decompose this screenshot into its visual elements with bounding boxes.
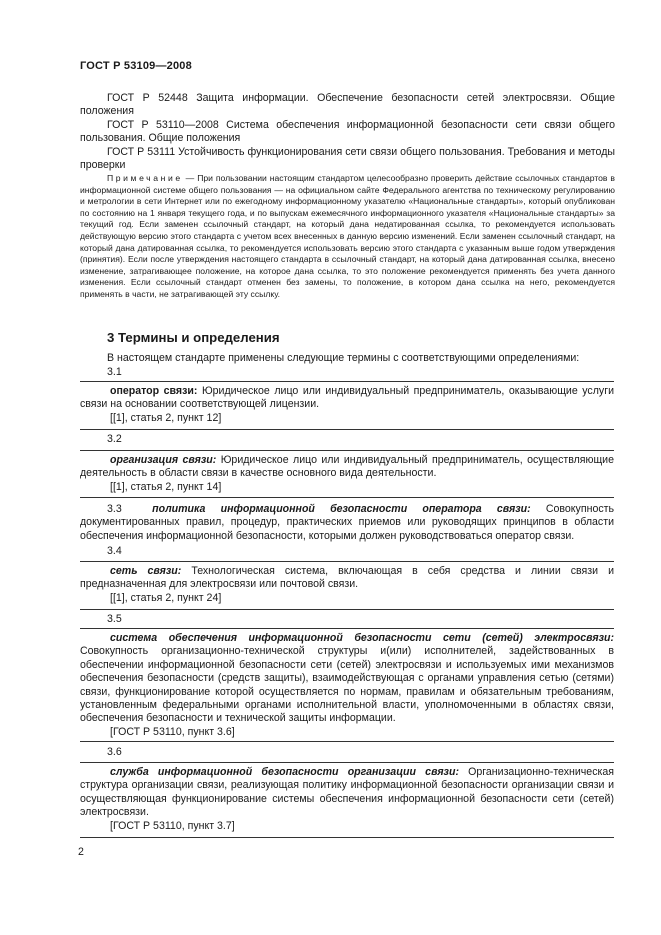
- term-definition: сеть связи: Технологическая система, включающая в себя средства и линии связи и предназначенная для электросвязи или почтовой связи.: [80, 565, 615, 591]
- note-paragraph: [80, 173, 615, 301]
- term-number: 3.1: [107, 366, 122, 378]
- term-number: 3.5: [107, 613, 122, 625]
- term-name: организация связи:: [110, 454, 217, 466]
- term-definition: система обеспечения информационной безопасности сети (сетей) электросвязи: Совокупность организационно-технической структуры и(или) исполнителей, задействованных в обеспечении информационной безопасности сети (сетей) электросвязи и используемых ими механизмов обеспечения безопасности (средств защиты), взаимодействующая с органами управления сетью (сетями) связи, функционирование которой осуществляется по нормам, правилам и обязательным требованиям, установленным федеральными органами исполнительной власти, уполномоченными в областях связи, обеспечения безопасности и технической защиты информации.: [80, 632, 614, 725]
- term-name: сеть связи:: [110, 565, 182, 577]
- note-label: Примечание: [107, 173, 183, 183]
- reference-item: ГОСТ Р 52448 Защита информации. Обеспечение безопасности сетей электросвязи. Общие положения: [80, 92, 615, 118]
- page-header: ГОСТ Р 53109—2008: [80, 60, 192, 72]
- term-number: 3.4: [107, 545, 122, 557]
- section-intro: В настоящем стандарте применены следующие термины с соответствующими определениями:: [107, 352, 580, 364]
- term-definition-free: 3.3 политика информационной безопасности оператора связи: Совокупность документированных правил, процедур, практических приемов или руководящих принципов в области обеспечения информационной безопасности, которыми должен руководствоваться оператор связи.: [80, 503, 615, 542]
- reference-item: ГОСТ Р 53111 Устойчивость функционирования сети связи общего пользования. Требования и методы проверки: [80, 145, 615, 172]
- term-name: служба информационной безопасности организации связи:: [110, 766, 459, 778]
- term-source: [[1], статья 2, пункт 14]: [110, 480, 222, 493]
- term-box: [80, 381, 614, 430]
- term-source: [[1], статья 2, пункт 12]: [110, 411, 222, 424]
- term-source: [ГОСТ Р 53110, пункт 3.7]: [110, 819, 235, 832]
- term-box: [80, 450, 614, 498]
- term-name: оператор связи:: [110, 385, 198, 397]
- note-text: — При пользовании настоящим стандартом целесообразно проверить действие ссылочных стандартов в информационной системе общего пользования — на официальном сайте Федерального агентства по техническому регулированию и метрологии в сети Интернет или по ежегодному информационному указателю «Национальные стандарты», который опубликован по состоянию на 1 января текущего года, и по выпускам ежемесячного информационного указателя «Национальные стандарты» за текущий год. Если заменен ссылочный стандарт, на который дана недатированная ссылка, то рекомендуется использовать действующую версию этого стандарта с учетом всех внесенных в данную версию изменений. Если заменен ссылочный стандарт, на который дана датированная ссылка, то рекомендуется использовать версию этого стандарта с указанным выше годом утверждения (принятия). Если после утверждения настоящего стандарта в ссылочный стандарт, на который дана датированная ссылка, внесено изменение, затрагивающее положение, на которое дана ссылка, то это положение рекомендуется применять без учета данного изменения. Если ссылочный стандарт отменен без замены, то положение, в котором дана ссылка на него, рекомендуется применять в части, не затрагивающей эту ссылку.: [80, 173, 615, 299]
- term-definition: организация связи: Юридическое лицо или индивидуальный предприниматель, осуществляющие деятельность в области связи в качестве основного вида деятельности.: [80, 454, 614, 480]
- term-number: 3.6: [107, 746, 122, 758]
- term-definition: служба информационной безопасности организации связи: Организационно-техническая структура организации связи, реализующая политику информационной безопасности организации связи и осуществляющая функционирование системы обеспечения информационной безопасности сети (сетей) электросвязи.: [80, 766, 614, 819]
- term-name: политика информационной безопасности оператора связи:: [152, 503, 531, 515]
- term-definition: оператор связи: Юридическое лицо или индивидуальный предприниматель, оказывающие услуги связи на основании соответствующей лицензии.: [80, 385, 614, 411]
- term-box: [80, 762, 614, 838]
- term-box: [80, 628, 614, 742]
- normative-references: [80, 92, 615, 172]
- term-box: [80, 561, 614, 610]
- reference-item: ГОСТ Р 53110—2008 Система обеспечения информационной безопасности сети связи общего пользования. Общие положения: [80, 118, 615, 145]
- page-number: 2: [78, 846, 84, 858]
- term-name: система обеспечения информационной безопасности сети (сетей) электросвязи:: [110, 632, 614, 644]
- term-number: 3.2: [107, 433, 122, 445]
- section-heading: 3 Термины и определения: [107, 330, 280, 345]
- term-source: [[1], статья 2, пункт 24]: [110, 591, 222, 604]
- term-source: [ГОСТ Р 53110, пункт 3.6]: [110, 725, 235, 738]
